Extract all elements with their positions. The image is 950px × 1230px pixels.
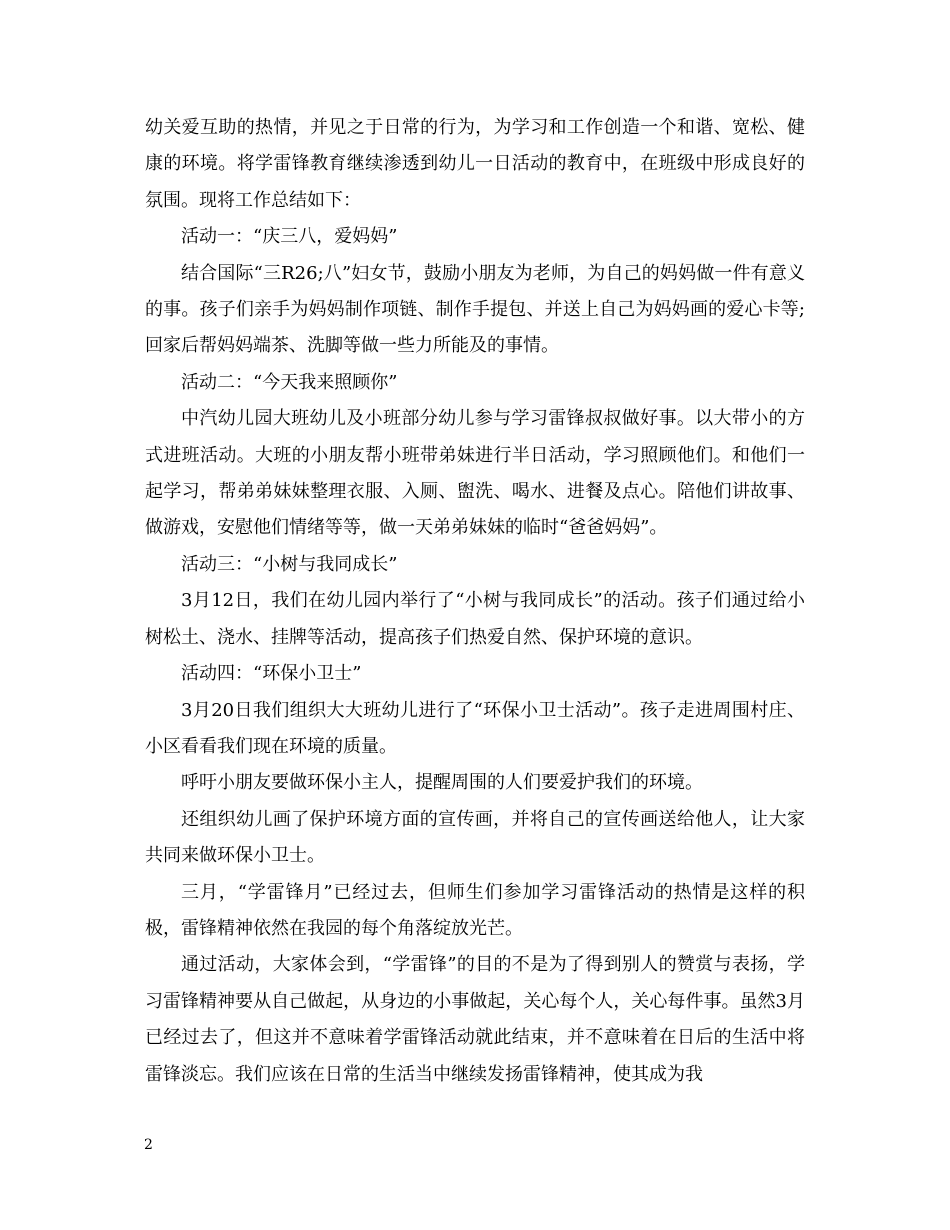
paragraph-march-summary: 三月，“学雷锋月”已经过去，但师生们参加学习雷锋活动的热情是这样的积极，雷锋精神依然在我园的每个角落绽放光芒。 — [145, 881, 805, 939]
paragraph-activity-2: 中汽幼儿园大班幼儿及小班部分幼儿参与学习雷锋叔叔做好事。以大带小的方式进班活动。大班的小朋友帮小班带弟妹进行半日活动，学习照顾他们。和他们一起学习，帮弟弟妹妹整理衣服、入厕、盥洗、喝水、进餐及点心。陪他们讲故事、做游戏，安慰他们情绪等等，做一天弟弟妹妹的临时“爸爸妈妈”。 — [145, 408, 805, 539]
paragraph-conclusion: 通过活动，大家体会到，“学雷锋”的目的不是为了得到别人的赞赏与表扬，学习雷锋精神要从自己做起，从身边的小事做起，关心每个人，关心每件事。虽然3月已经过去了，但这并不意味着学雷锋活动就此结束，并不意味着在日后的生活中将雷锋淡忘。我们应该在日常的生活当中继续发扬雷锋精神，使其成为我 — [145, 954, 805, 1085]
document-body — [145, 110, 805, 1093]
paragraph-activity-4: 3月20日我们组织大大班幼儿进行了“环保小卫士活动”。孩子走进周围村庄、小区看看我们现在环境的质量。 — [145, 699, 805, 757]
heading-activity-1: 活动一：“庆三八，爱妈妈” — [181, 226, 398, 248]
paragraph-posters: 还组织幼儿画了保护环境方面的宣传画，并将自己的宣传画送给他人，让大家共同来做环保小卫士。 — [145, 808, 805, 867]
paragraph-intro: 幼关爱互助的热情，并见之于日常的行为，为学习和工作创造一个和谐、宽松、健康的环境。将学雷锋教育继续渗透到幼儿一日活动的教育中，在班级中形成良好的氛围。现将工作总结如下： — [145, 117, 805, 211]
paragraph-activity-3: 3月12日，我们在幼儿园内举行了“小树与我同成长”的活动。孩子们通过给小树松土、浇水、挂牌等活动，提高孩子们热爱自然、保护环境的意识。 — [145, 590, 805, 648]
heading-activity-2: 活动二：“今天我来照顾你” — [181, 371, 398, 393]
paragraph-appeal: 呼吁小朋友要做环保小主人，提醒周围的人们要爱护我们的环境。 — [181, 772, 703, 794]
heading-activity-4: 活动四：“环保小卫士” — [181, 663, 362, 685]
heading-activity-3: 活动三：“小树与我同成长” — [181, 553, 398, 575]
page-number: 2 — [144, 1137, 153, 1153]
paragraph-activity-1: 结合国际“三R26;八”妇女节，鼓励小朋友为老师，为自己的妈妈做一件有意义的事。孩子们亲手为妈妈制作项链、制作手提包、并送上自己为妈妈画的爱心卡等;回家后帮妈妈端茶、洗脚等做一些力所能及的事情。 — [145, 262, 805, 357]
